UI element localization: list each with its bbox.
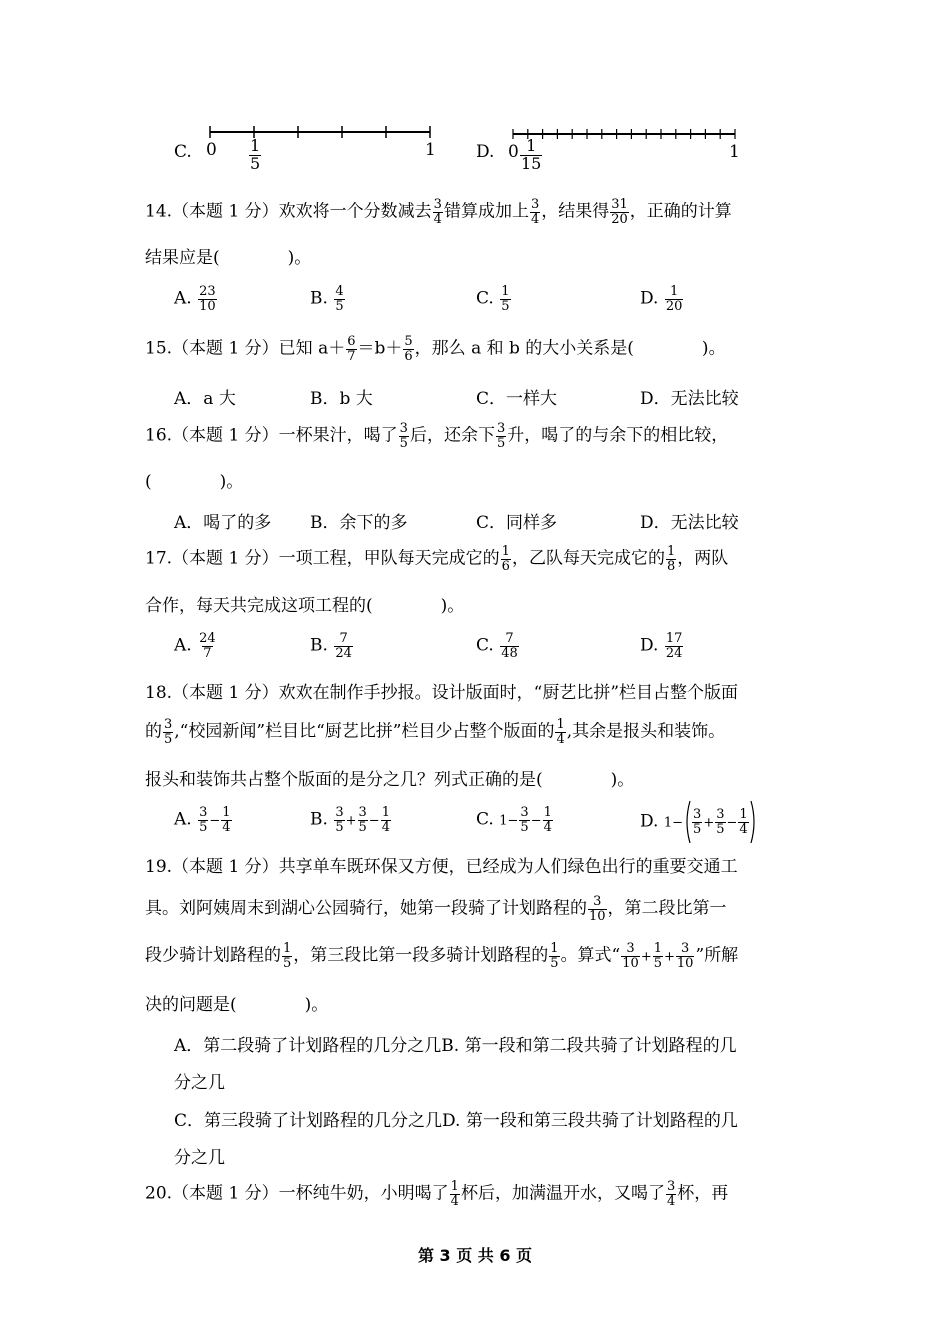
q16-option-b[interactable]: B．余下的多 <box>310 513 408 533</box>
q15-option-d[interactable]: D．无法比较 <box>640 389 739 409</box>
q14-option-a[interactable]: A. $\frac{23}{10}$ <box>174 284 216 314</box>
question-14-line-1: 14.（本题 1 分）欢欢将一个分数减去 $\frac{3}{4}$ 错算成加上 $\frac{3}{4}$ ，结果得 $\frac{31}{20}$ ，正确的计算 <box>145 197 732 227</box>
q15-option-c[interactable]: C．一样大 <box>476 389 558 409</box>
q19-option-c-d[interactable]: C．第三段骑了计划路程的几分之几D. 第一段和第三段共骑了计划路程的几 <box>174 1111 738 1131</box>
q13-c-fraction: $\frac{1}{5}$ <box>250 136 261 173</box>
page-footer: 第 3 页 共 6 页 <box>417 1246 533 1265</box>
q16-option-c[interactable]: C．同样多 <box>476 513 558 533</box>
q18-option-b[interactable]: B. $\frac{3}{5}$ + $\frac{3}{5}$ − $\frac{1}{4}$ <box>310 805 390 835</box>
question-19-line-1: 19.（本题 1 分）共享单车既环保又方便，已经成为人们绿色出行的重要交通工 <box>145 857 738 877</box>
question-14-line-2: 结果应是( )。 <box>145 248 312 268</box>
q19-option-a-b-cont: 分之几 <box>174 1073 225 1093</box>
q13-d-one: 1 <box>729 142 740 162</box>
left-paren-icon <box>683 800 691 844</box>
question-15: 15.（本题 1 分）已知 a＋ $\frac{6}{7}$ ＝b＋ $\frac{5}{6}$ ，那么 a 和 b 的大小关系是( )。 <box>145 334 726 364</box>
q19-option-a-b[interactable]: A．第二段骑了计划路程的几分之几B. 第一段和第二段共骑了计划路程的几 <box>174 1036 737 1056</box>
q14-option-b[interactable]: B. $\frac{4}{5}$ <box>310 284 344 314</box>
q13-c-zero: 0 <box>206 140 217 160</box>
q13-d-zero: 0 <box>508 142 519 162</box>
question-20: 20.（本题 1 分）一杯纯牛奶，小明喝了 $\frac{1}{4}$ 杯后，加满温开水，又喝了 $\frac{3}{4}$ 杯，再 <box>145 1179 729 1209</box>
q13-c-one: 1 <box>425 140 436 160</box>
q15-option-a[interactable]: A．a 大 <box>174 389 236 409</box>
question-17-line-2: 合作，每天共完成这项工程的( )。 <box>145 596 465 616</box>
q13-number-line-c <box>200 120 440 180</box>
question-18-line-3: 报头和装饰共占整个版面的是分之几？列式正确的是( )。 <box>145 770 635 790</box>
q18-option-a[interactable]: A. $\frac{3}{5}$ − $\frac{1}{4}$ <box>174 805 231 835</box>
q17-option-c[interactable]: C. $\frac{7}{48}$ <box>476 631 518 661</box>
question-18-line-2: 的 $\frac{3}{5}$ ,“校园新闻”栏目比“厨艺比拼”栏目少占整个版面的 $\frac{1}{4}$ ,其余是报头和装饰。 <box>145 717 726 747</box>
q17-option-d[interactable]: D. $\frac{17}{24}$ <box>640 631 683 661</box>
question-17-line-1: 17.（本题 1 分）一项工程，甲队每天完成它的 $\frac{1}{6}$ ，乙队每天完成它的 $\frac{1}{8}$ ，两队 <box>145 544 729 574</box>
q16-option-d[interactable]: D．无法比较 <box>640 513 739 533</box>
question-19-line-2: 具。刘阿姨周末到湖心公园骑行，她第一段骑了计划路程的 $\frac{3}{10}$ ，第二段比第一 <box>145 894 727 924</box>
q16-option-a[interactable]: A．喝了的多 <box>174 513 272 533</box>
q13-d-fraction: $\frac{1}{15}$ <box>521 136 542 173</box>
q14-option-d[interactable]: D. $\frac{1}{20}$ <box>640 284 683 314</box>
question-16-line-2: ( )。 <box>145 472 244 492</box>
q17-option-b[interactable]: B. $\frac{7}{24}$ <box>310 631 352 661</box>
q18-option-c[interactable]: C. 1− $\frac{3}{5}$ − $\frac{1}{4}$ <box>476 805 552 835</box>
q15-option-b[interactable]: B．b 大 <box>310 389 373 409</box>
q19-option-c-d-cont: 分之几 <box>174 1148 225 1168</box>
right-paren-icon <box>750 800 758 844</box>
q17-option-a[interactable]: A. $\frac{24}{7}$ <box>174 631 216 661</box>
q14-option-c[interactable]: C. $\frac{1}{5}$ <box>476 284 510 314</box>
question-19-line-3: 段少骑计划路程的 $\frac{1}{5}$ ，第三段比第一段多骑计划路程的 $\frac{1}{5}$ 。算式“ $\frac{3}{10}$ + $\frac{1}{5}$ + $\frac{3}{10}$ ”所解 <box>145 941 739 971</box>
question-18-line-1: 18.（本题 1 分）欢欢在制作手抄报。设计版面时，“厨艺比拼”栏目占整个版面 <box>145 683 739 703</box>
question-19-line-4: 决的问题是( )。 <box>145 995 329 1015</box>
q13-option-c-label: C. <box>174 142 192 162</box>
question-16-line-1: 16.（本题 1 分）一杯果汁，喝了 $\frac{3}{5}$ 后，还余下 $\frac{3}{5}$ 升，喝了的与余下的相比较， <box>145 421 729 451</box>
q18-option-d[interactable]: D. 1− $\frac{3}{5}$ + $\frac{3}{5}$ − $\frac{1}{4}$ <box>640 800 758 844</box>
q13-option-d-label: D. <box>476 142 495 162</box>
